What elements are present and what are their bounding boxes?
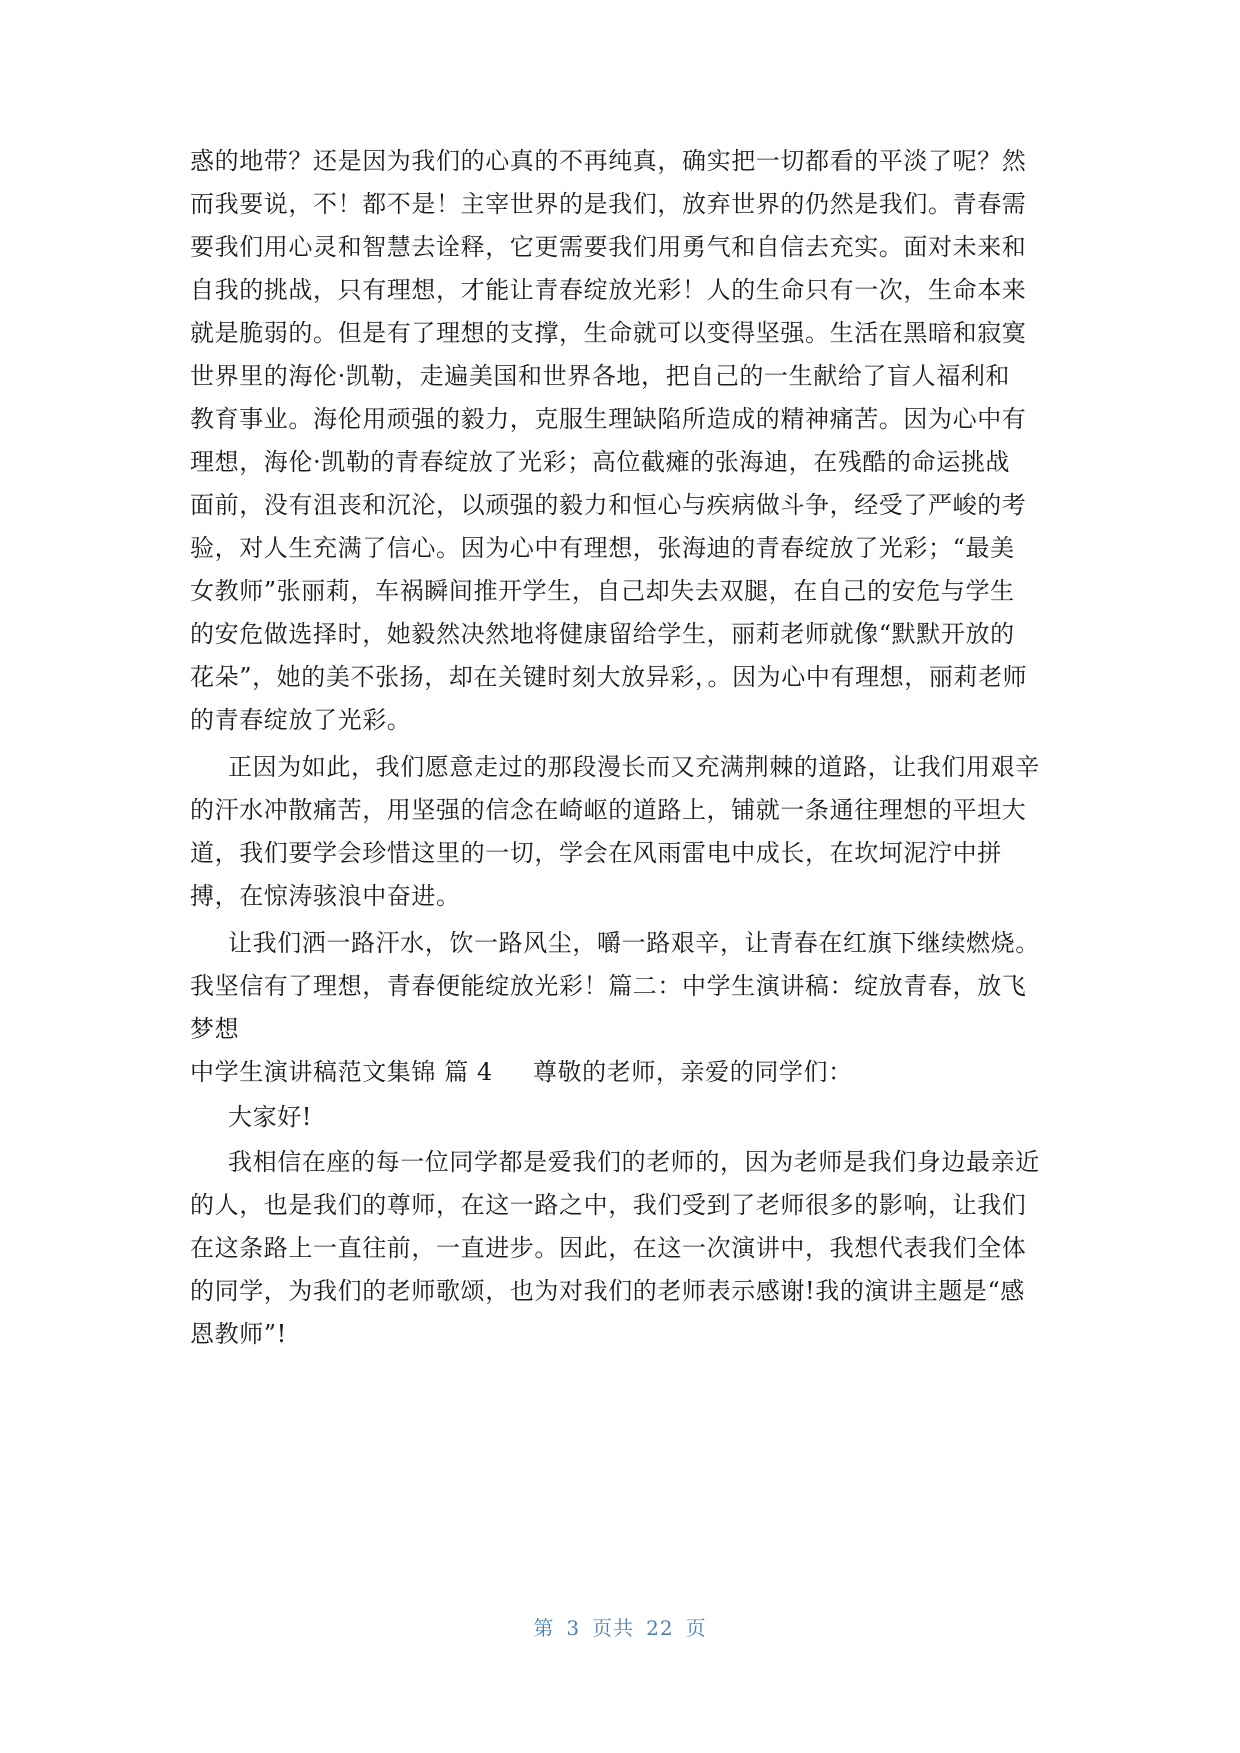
greeting: 大家好! — [228, 1103, 313, 1131]
text-line: 验，对人生充满了信心。因为心中有理想，张海迪的青春绽放了光彩；“最美 — [190, 534, 1015, 562]
text-line: 让我们洒一路汗水，饮一路风尘，嚼一路艰辛，让青春在红旗下继续燃烧。 — [228, 929, 1040, 957]
current-page-number: 3 — [566, 1616, 581, 1640]
text-line: 要我们用心灵和智慧去诠释，它更需要我们用勇气和自信去充实。面对未来和 — [190, 233, 1027, 261]
text-line: 搏，在惊涛骇浪中奋进。 — [190, 882, 461, 910]
section-title: 中学生演讲稿范文集锦 篇 4 — [190, 1058, 493, 1086]
footer-suffix: 页 — [685, 1616, 707, 1640]
text-line: 自我的挑战，只有理想，才能让青春绽放光彩！人的生命只有一次，生命本来 — [190, 276, 1027, 304]
text-line: 花朵”，她的美不张扬，却在关键时刻大放异彩，。因为心中有理想，丽莉老师 — [190, 663, 1028, 691]
total-pages-number: 22 — [646, 1616, 674, 1640]
footer-middle: 页共 — [592, 1616, 635, 1640]
text-line: 理想，海伦·凯勒的青春绽放了光彩；高位截瘫的张海迪，在残酷的命运挑战 — [190, 448, 1011, 476]
text-line: 我相信在座的每一位同学都是爱我们的老师的，因为老师是我们身边最亲近 — [228, 1148, 1040, 1176]
text-line: 的同学，为我们的老师歌颂，也为对我们的老师表示感谢!我的演讲主题是“感 — [190, 1277, 1025, 1305]
text-line: 教育事业。海伦用顽强的毅力，克服生理缺陷所造成的精神痛苦。因为心中有 — [190, 405, 1027, 433]
text-line: 恩教师”! — [190, 1320, 287, 1348]
text-line: 在这条路上一直往前，一直进步。因此，在这一次演讲中，我想代表我们全体 — [190, 1234, 1027, 1262]
text-line: 的汗水冲散痛苦，用坚强的信念在崎岖的道路上，铺就一条通往理想的平坦大 — [190, 796, 1027, 824]
text-line: 女教师”张丽莉，车祸瞬间推开学生，自己却失去双腿，在自己的安危与学生 — [190, 577, 1015, 605]
text-line: 我坚信有了理想，青春便能绽放光彩！篇二：中学生演讲稿：绽放青春，放飞 — [190, 972, 1027, 1000]
text-line: 面前，没有沮丧和沉沦，以顽强的毅力和恒心与疾病做斗争，经受了严峻的考 — [190, 491, 1027, 519]
page-number-footer — [0, 1612, 1240, 1641]
text-line: 的青春绽放了光彩。 — [190, 706, 412, 734]
salutation: 尊敬的老师，亲爱的同学们： — [532, 1058, 853, 1086]
footer-prefix: 第 — [533, 1616, 555, 1640]
text-line: 世界里的海伦·凯勒，走遍美国和世界各地，把自己的一生献给了盲人福利和 — [190, 362, 1011, 390]
text-line: 而我要说，不！都不是！主宰世界的是我们，放弃世界的仍然是我们。青春需 — [190, 190, 1027, 218]
text-line: 正因为如此，我们愿意走过的那段漫长而又充满荆棘的道路，让我们用艰辛 — [228, 753, 1040, 781]
text-line: 惑的地带？还是因为我们的心真的不再纯真，确实把一切都看的平淡了呢？然 — [190, 147, 1027, 175]
text-line: 的安危做选择时，她毅然决然地将健康留给学生，丽莉老师就像“默默开放的 — [190, 620, 1015, 648]
text-line: 的人，也是我们的尊师，在这一路之中，我们受到了老师很多的影响，让我们 — [190, 1191, 1027, 1219]
text-line: 梦想 — [190, 1015, 240, 1043]
text-line: 道，我们要学会珍惜这里的一切，学会在风雨雷电中成长，在坎坷泥泞中拼 — [190, 839, 1002, 867]
section-heading — [190, 1057, 1050, 1087]
text-line: 就是脆弱的。但是有了理想的支撑，生命就可以变得坚强。生活在黑暗和寂寞 — [190, 319, 1027, 347]
